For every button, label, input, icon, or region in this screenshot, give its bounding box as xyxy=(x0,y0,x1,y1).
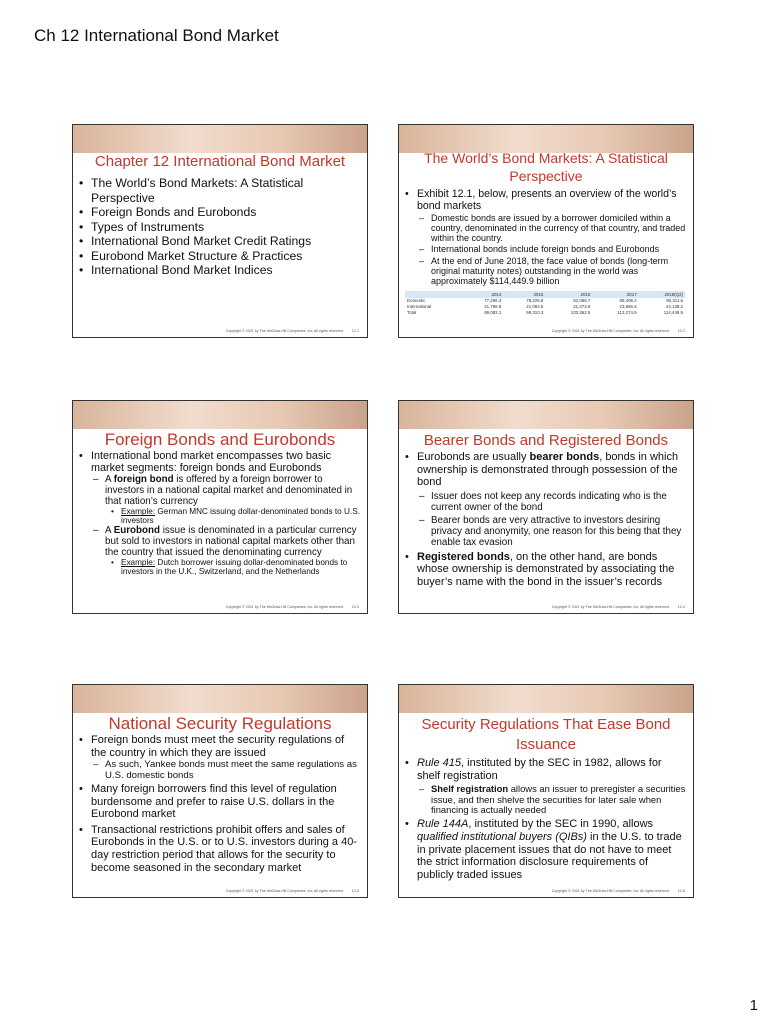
term-shelf-registration: Shelf registration xyxy=(431,783,509,795)
slide-title: Bearer Bonds and Registered Bonds xyxy=(423,432,669,449)
list-item: – International bonds include foreign bonds and Eurobonds xyxy=(399,245,687,255)
list-item: • The World’s Bond Markets: A Statistical Perspective xyxy=(73,176,367,205)
bullet-list xyxy=(73,783,367,874)
slide-4 xyxy=(398,400,694,614)
term-rule-415: Rule 415 xyxy=(417,757,462,769)
list-item xyxy=(399,757,687,782)
slide-number: 12-5 xyxy=(351,889,359,893)
term-registered-bonds: Registered bonds xyxy=(417,550,510,563)
text: , instituted by the SEC in 1990, allows xyxy=(468,818,654,831)
bullet-list xyxy=(73,734,367,759)
slide-title: Security Regulations That Ease Bond Issuance xyxy=(421,716,671,753)
list-item: • Foreign Bonds and Eurobonds xyxy=(73,205,367,220)
table-cell: 99,083.1 xyxy=(484,310,502,316)
list-item xyxy=(73,525,361,558)
sub-list xyxy=(399,491,693,548)
list-item xyxy=(399,551,687,589)
list-item: – As such, Yankee bonds must meet the same regulations as U.S. domestic bonds xyxy=(73,760,361,781)
table-header-row xyxy=(405,291,685,298)
text: , on the other hand, are bonds whose ownership is demonstrated by associating the buyer’s name with the bond in the issuer’s records xyxy=(417,550,675,588)
table-cell: 90,311.6 xyxy=(666,298,683,304)
sub-list xyxy=(399,214,693,287)
slide-title: Chapter 12 International Bond Market xyxy=(94,153,346,170)
table-header: 2015 xyxy=(503,291,545,298)
slide-footer xyxy=(226,889,359,893)
example-label: Example: xyxy=(121,507,156,517)
list-item: • International Bond Market Credit Ratings xyxy=(73,234,367,249)
text: issue is denominated in a particular currency but sold to investors in national capital markets other than the country that issued the denominating currency xyxy=(105,525,357,559)
table-header xyxy=(405,291,461,298)
list-item: • International Bond Market Indices xyxy=(73,263,367,278)
page-number: 1 xyxy=(749,997,758,1014)
list-item: • Transactional restrictions prohibit offers and sales of Eurobonds in the U.S. or to U.S. investors during a 40-day restriction period that allows for the security to become seasoned in the secondary market xyxy=(73,824,361,874)
list-item: – Domestic bonds are issued by a borrower domiciled within a country, denominated in the currency of that country, and traded within the country. xyxy=(399,214,687,243)
slide-2 xyxy=(398,124,694,338)
slide-number: 12-4 xyxy=(677,605,685,609)
sub-list xyxy=(73,760,367,781)
table-cell: 82,088.7 xyxy=(573,298,591,304)
table-header: 2014 xyxy=(461,291,503,298)
slide-number: 12-2 xyxy=(677,329,685,333)
table-cell: 21,273.8 xyxy=(573,304,591,310)
list-item: – Bearer bonds are very attractive to investors desiring privacy and anonymity, one reason for this being that they enable tax evasion xyxy=(399,515,687,548)
table-cell: 99,310.3 xyxy=(526,310,544,316)
table-cell: Total xyxy=(407,310,417,316)
bullet-list xyxy=(399,551,693,589)
slide-title: National Security Regulations xyxy=(108,714,332,733)
slide-1 xyxy=(72,124,368,338)
table-cell: 24,138.2 xyxy=(665,304,683,310)
table-row xyxy=(405,310,685,316)
slide-number: 12-1 xyxy=(351,329,359,333)
bullet-list xyxy=(399,818,693,881)
table-cell: 89,409.2 xyxy=(619,298,637,304)
list-item xyxy=(73,474,361,507)
text: Eurobonds are usually xyxy=(417,451,530,463)
term-qibs: qualified institutional buyers (QIBs) xyxy=(417,831,587,843)
bullet-list xyxy=(399,757,693,782)
example-label: Example: xyxy=(121,558,156,568)
list-item: • Exhibit 12.1, below, presents an overview of the world’s bond markets xyxy=(399,189,687,212)
table-cell: 21,786.8 xyxy=(484,304,502,310)
bullet-list xyxy=(399,451,693,489)
copyright-text: Copyright © 2021 by The McGraw-Hill Companies, Inc. All rights reserved. xyxy=(225,329,344,333)
slide-title: The World’s Bond Markets: A Statistical Perspective xyxy=(424,150,668,184)
term-bearer-bonds: bearer bonds xyxy=(529,451,600,463)
list-item: – Issuer does not keep any records indicating who is the current owner of the bond xyxy=(399,491,687,513)
copyright-text: Copyright © 2021 by The McGraw-Hill Companies, Inc. All rights reserved. xyxy=(551,605,670,609)
text: A xyxy=(105,474,114,486)
sub-list xyxy=(399,784,693,815)
table-cell: International xyxy=(407,304,432,310)
table-cell: 77,296.3 xyxy=(484,298,502,304)
list-item: • Types of Instruments xyxy=(73,220,367,235)
text: , instituted by the SEC in 1982, allows for shelf registration xyxy=(417,757,662,782)
sub-list xyxy=(73,474,367,576)
term-eurobond: Eurobond xyxy=(113,525,160,537)
table-cell: Domestic xyxy=(407,298,426,304)
slide-footer xyxy=(552,329,685,333)
text: in the U.S. to trade in private placement issues that do not have to meet the strict information disclosure requirements of publicly traded issues xyxy=(417,831,682,881)
slide-number: 12-6 xyxy=(677,889,685,893)
copyright-text: Copyright © 2021 by The McGraw-Hill Companies, Inc. All rights reserved. xyxy=(225,605,344,609)
table-header: 2017 xyxy=(592,291,638,298)
list-item xyxy=(399,784,687,815)
list-item: • International bond market encompasses two basic market segments: foreign bonds and Eurobonds xyxy=(73,450,361,474)
list-item xyxy=(399,451,687,489)
list-item: • Eurobond Market Structure & Practices xyxy=(73,249,367,264)
table-cell: 23,865.6 xyxy=(619,304,637,310)
copyright-text: Copyright © 2021 by The McGraw-Hill Companies, Inc. All rights reserved. xyxy=(551,889,670,893)
table-cell: 114,449.9 xyxy=(663,310,683,316)
table-cell: 113,274.9 xyxy=(617,310,637,316)
term-foreign-bond: foreign bond xyxy=(113,474,174,486)
table-cell: 78,225.8 xyxy=(526,298,544,304)
bullet-list xyxy=(73,450,367,474)
slide-3 xyxy=(72,400,368,614)
table-header: 2018(Q2) xyxy=(639,291,685,298)
copyright-text: Copyright © 2021 by The McGraw-Hill Companies, Inc. All rights reserved. xyxy=(551,329,670,333)
copyright-text: Copyright © 2021 by The McGraw-Hill Companies, Inc. All rights reserved. xyxy=(225,889,344,893)
list-item: – At the end of June 2018, the face value of bonds (long-term original maturity notes) outstanding in the world was approximately $114,449.9 billion xyxy=(399,257,687,286)
table-cell: 103,362.5 xyxy=(570,310,591,316)
slide-footer xyxy=(552,605,685,609)
text: German MNC issuing dollar-denominated bonds to U.S. investors xyxy=(121,507,360,526)
text: allows an issuer to preregister a securities issue, and then shelve the securities for later sale when financing is actually needed xyxy=(431,783,686,815)
term-rule-144a: Rule 144A xyxy=(417,818,469,831)
list-item: • Many foreign borrowers find this level of regulation burdensome and prefer to raise U.S. dollars in the Eurobond market xyxy=(73,783,361,821)
text: Dutch borrower issuing dollar-denominated bonds to investors in the U.K., Switzerland, and the Netherlands xyxy=(121,558,348,577)
table-cell: 21,084.5 xyxy=(526,304,544,310)
text: is offered by a foreign borrower to investors in a national capital market and denominated in that nation’s currency xyxy=(105,474,353,508)
slide-number: 12-3 xyxy=(351,605,359,609)
text: A xyxy=(105,525,114,537)
list-item xyxy=(73,558,361,576)
slide-footer xyxy=(226,605,359,609)
list-item: • Foreign bonds must meet the security regulations of the country in which they are issued xyxy=(73,734,361,759)
slide-title: Foreign Bonds and Eurobonds xyxy=(104,430,336,449)
slide-6 xyxy=(398,684,694,898)
bullet-list xyxy=(73,176,367,278)
exhibit-table xyxy=(405,291,685,316)
table-header: 2016 xyxy=(545,291,592,298)
slide-footer xyxy=(226,329,359,333)
document-title: Ch 12 International Bond Market xyxy=(34,26,279,45)
slide-footer xyxy=(552,889,685,893)
list-item xyxy=(73,507,361,525)
slide-5 xyxy=(72,684,368,898)
text: , bonds in which ownership is demonstrated through possession of the bond xyxy=(417,451,679,489)
list-item xyxy=(399,818,687,881)
bullet-list xyxy=(399,189,693,212)
